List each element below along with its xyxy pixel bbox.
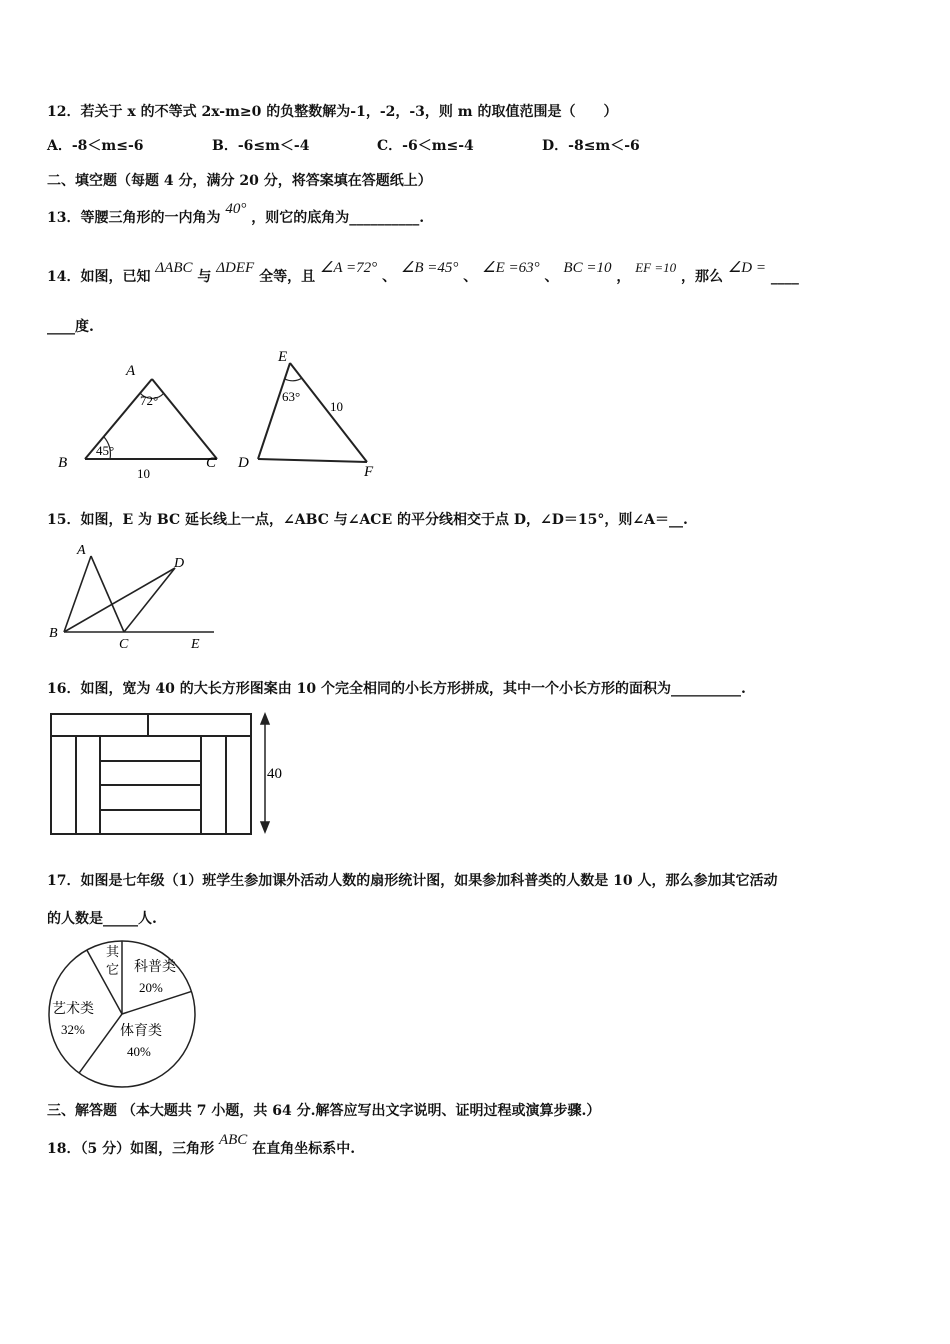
q14-num: 14．如图，已知 <box>47 269 151 285</box>
label-bc-length: 10 <box>137 466 150 481</box>
q15-figure <box>44 540 224 655</box>
section-2-heading: 二、填空题（每题 4 分，满分 20 分，将答案填在答题纸上） <box>47 173 432 189</box>
q14-angle-a: ∠A =72° <box>319 260 378 276</box>
side-ac <box>152 379 217 459</box>
q14-angle-e: ∠E =63° <box>482 260 540 276</box>
slice-value-science: 20% <box>139 980 163 995</box>
q13-angle: 40° <box>225 201 247 217</box>
slice-boundary-art <box>79 1014 122 1073</box>
slice-label-other-1: 其 <box>106 944 120 959</box>
q14-tri2: ΔDEF <box>216 260 255 276</box>
q14-tri1: ΔABC <box>155 260 193 276</box>
label-f: F <box>364 464 374 480</box>
q14-with: 与 <box>197 269 212 285</box>
q14-congruent: 全等，且 <box>259 269 316 285</box>
q14-triangle-def <box>232 345 382 483</box>
q15-text: 15．如图，E 为 BC 延长线上一点，∠ABC 与∠ACE 的平分线相交于点 D，∠D＝15°，则∠A＝__. <box>47 512 688 528</box>
label-c: C <box>206 455 217 471</box>
q18-text <box>47 1132 356 1158</box>
q18-triangle: ABC <box>218 1132 248 1148</box>
q12-stem: 12．若关于 x 的不等式 2x-m≥0 的负整数解为-1，-2，-3，则 m 的取值范围是（ ） <box>47 104 618 120</box>
slice-label-other-2: 它 <box>106 962 120 977</box>
q14-sep2: 、 <box>463 269 478 285</box>
label-angle-a: 72° <box>140 393 159 408</box>
dimension-arrow-bottom <box>261 822 269 832</box>
q14-comma: ， <box>616 269 631 285</box>
line-ba <box>64 556 91 632</box>
side-ed <box>258 363 290 459</box>
label-e: E <box>191 637 200 652</box>
q17-pie-chart <box>44 938 204 1090</box>
label-c: C <box>119 637 129 652</box>
q17-line2: 的人数是_____人. <box>47 911 157 927</box>
slice-value-sports: 40% <box>127 1044 151 1059</box>
q12-option-b: B．-6≤m＜-4 <box>212 138 310 154</box>
q13-text <box>47 201 425 227</box>
label-a: A <box>126 363 136 379</box>
q14-triangle-abc <box>52 357 232 482</box>
angle-e-arc <box>285 378 302 381</box>
label-b: B <box>58 455 68 471</box>
section-3-heading: 三、解答题 （本大题共 7 小题，共 64 分.解答应写出文字说明、证明过程或演算步骤.） <box>47 1103 601 1119</box>
q14-angle-d: ∠D = <box>727 260 767 276</box>
width-label: 40 <box>267 766 282 782</box>
q18-text-a: 18．（5 分）如图，三角形 <box>47 1141 215 1157</box>
label-ef-length: 10 <box>330 399 343 414</box>
q16-figure <box>48 710 288 838</box>
q16-text: 16．如图，宽为 40 的大长方形图案由 10 个完全相同的小长方形拼成，其中一个小长方形的面积为__________. <box>47 681 746 697</box>
dimension-arrow-top <box>261 714 269 724</box>
q14-text <box>47 260 799 286</box>
line-cd <box>124 568 175 632</box>
q14-sep1: 、 <box>382 269 397 285</box>
slice-label-art: 艺术类 <box>52 1002 94 1017</box>
label-b: B <box>49 626 58 641</box>
q13-text-a: 13．等腰三角形的一内角为 <box>47 210 221 226</box>
q14-angle-b: ∠B =45° <box>400 260 459 276</box>
q13-text-b: ，则它的底角为__________. <box>251 210 425 226</box>
q14-blank-end: ____ <box>770 269 799 285</box>
q12-option-a: A．-8＜m≤-6 <box>47 138 144 154</box>
line-ac <box>91 556 124 632</box>
label-d: D <box>238 455 249 471</box>
q14-sep3: 、 <box>544 269 559 285</box>
label-a: A <box>77 543 86 558</box>
slice-value-art: 32% <box>61 1022 85 1037</box>
label-e: E <box>278 349 288 365</box>
slice-label-sports: 体育类 <box>120 1024 162 1039</box>
q14-ef: EF =10 <box>635 260 677 275</box>
q14-bc: BC =10 <box>563 260 612 276</box>
label-d: D <box>174 556 185 571</box>
side-df <box>258 459 367 462</box>
big-rectangle <box>51 714 251 834</box>
q17-line1: 17．如图是七年级（1）班学生参加课外活动人数的扇形统计图，如果参加科普类的人数是 10 人，那么参加其它活动 <box>47 873 778 889</box>
q14-line2: ____度. <box>47 319 94 335</box>
q14-then: ，那么 <box>680 269 723 285</box>
slice-label-science: 科普类 <box>134 960 176 975</box>
q12-option-c: C．-6＜m≤-4 <box>377 138 474 154</box>
label-angle-b: 45° <box>96 443 115 458</box>
label-angle-e: 63° <box>282 389 301 404</box>
q12-option-d: D．-8≤m＜-6 <box>542 138 640 154</box>
q18-text-b: 在直角坐标系中. <box>252 1141 356 1157</box>
